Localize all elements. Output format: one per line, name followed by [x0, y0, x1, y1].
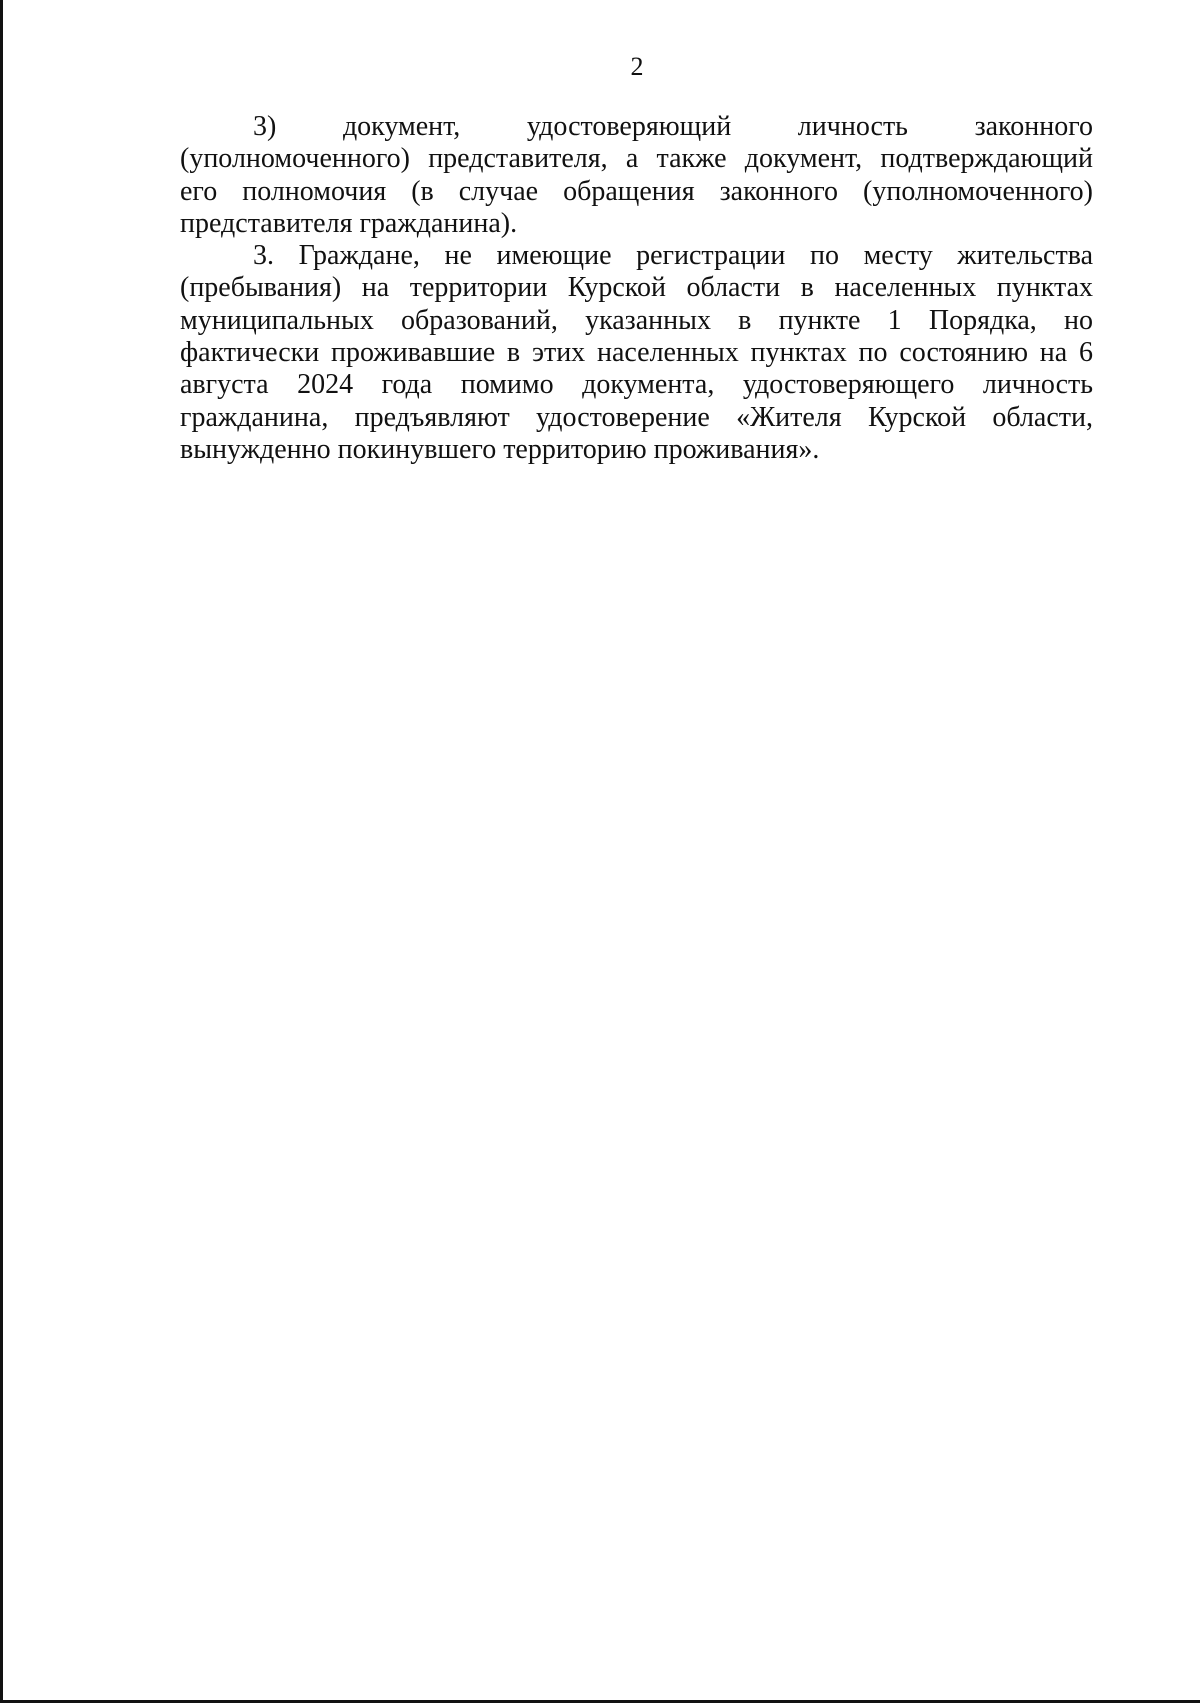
- text-line: (пребывания) на территории Курской области в населенных пунктах: [180, 272, 1093, 304]
- text-line: (уполномоченного) представителя, а также документ, подтверждающий: [180, 143, 1093, 175]
- text-line: августа 2024 года помимо документа, удостоверяющего личность: [180, 369, 1093, 401]
- page-number: 2: [630, 52, 644, 81]
- document-body: [180, 111, 1093, 466]
- text-line: 3. Граждане, не имеющие регистрации по месту жительства: [253, 240, 1093, 272]
- text-line: фактически проживавшие в этих населенных пунктах по состоянию на 6: [180, 337, 1093, 369]
- text-line: его полномочия (в случае обращения законного (уполномоченного): [180, 175, 1093, 207]
- text-line: 3) документ, удостоверяющий личность законного: [253, 111, 1093, 142]
- text-line: гражданина, предъявляют удостоверение «Жителя Курской области,: [180, 401, 1093, 433]
- text-line: вынужденно покинувшего территорию проживания».: [180, 433, 820, 465]
- text-line: муниципальных образований, указанных в пункте 1 Порядка, но: [180, 304, 1093, 336]
- text-line: представителя гражданина).: [180, 207, 518, 239]
- paragraph-item-3: [180, 111, 1093, 240]
- paragraph-section-3: [180, 240, 1093, 466]
